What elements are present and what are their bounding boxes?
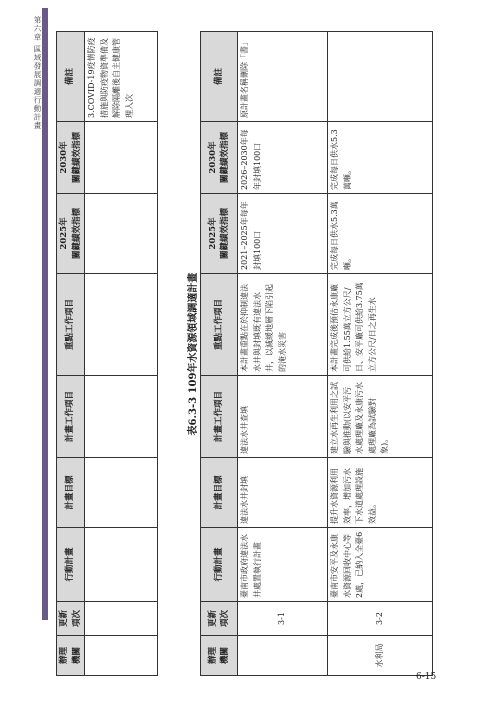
header-work: 計畫工作項目 xyxy=(201,376,238,458)
cell-key: 本計畫完成後預估永康廠可供給1.55萬立方公尺/日、安平廠可供給3.75萬立方公尺/日之再生水 xyxy=(328,274,433,376)
table-row xyxy=(85,32,158,676)
cell-work: 建立水再生利用之試驗與推動(以安平污水處理廠及永康污水處理廠為試驗對象)。 xyxy=(328,376,433,458)
cell-kpi2030: 2026–2030年每年封填100口 xyxy=(238,122,328,194)
header-kpi2025: 2025年 關鍵績效指標 xyxy=(201,194,238,274)
cell-agency xyxy=(238,636,328,676)
header-kpi2030: 2030年 關鍵績效指標 xyxy=(201,122,238,194)
cell-id: 3-1 xyxy=(238,602,328,636)
cell-note xyxy=(328,32,433,122)
main-table xyxy=(200,31,433,676)
cell-agency: 水利局 xyxy=(328,636,433,676)
prev-header-kpi2030: 2030年 關鍵績效指標 xyxy=(57,122,85,194)
prev-header-id: 更新 項次 xyxy=(57,602,85,636)
prev-header-goal: 計畫目標 xyxy=(57,458,85,528)
header-id: 更新 項次 xyxy=(201,602,238,636)
table-title: 表6.3-3 109年水資源領域調適計畫 xyxy=(188,272,199,436)
header-plan: 行動計畫 xyxy=(201,528,238,602)
header-note: 備註 xyxy=(201,32,238,122)
header-goal: 計畫目標 xyxy=(201,458,238,528)
cell-goal: 提升水資源利用效率，增加污水下水道處理設施效益。 xyxy=(328,458,433,528)
table-row xyxy=(328,32,433,676)
header-key: 重點工作項目 xyxy=(201,274,238,376)
prev-cell xyxy=(85,194,158,274)
prev-header-kpi2025: 2025年 關鍵績效指標 xyxy=(57,194,85,274)
prev-cell xyxy=(85,636,158,676)
chapter-header: 第六章 區域發展調適行動計畫 xyxy=(33,16,42,130)
prev-cell xyxy=(85,458,158,528)
prev-cell xyxy=(85,274,158,376)
prev-header-agency: 辦理 機關 xyxy=(57,636,85,676)
table-row xyxy=(238,32,328,676)
cell-work: 違法水井查填 xyxy=(238,376,328,458)
prev-cell xyxy=(85,376,158,458)
cell-note: 原計畫名稱刪除「書」 xyxy=(238,32,328,122)
cell-key: 本計畫重點在於抑制違法水井與封填既有違法水井，以減緩地層下陷引起的淹水災害 xyxy=(238,274,328,376)
cell-kpi2025: 2021–2025年每年封填100口 xyxy=(238,194,328,274)
prev-header-work: 計畫工作項目 xyxy=(57,376,85,458)
cell-kpi2025: 完成每日供水5.3萬噸。 xyxy=(328,194,433,274)
prev-cell xyxy=(85,122,158,194)
cell-kpi2030: 完成每日供水5.3萬噸。 xyxy=(328,122,433,194)
cell-goal: 違法水井封填 xyxy=(238,458,328,528)
prev-table-continuation xyxy=(56,31,158,676)
prev-header-plan: 行動計畫 xyxy=(57,528,85,602)
prev-header-note: 備註 xyxy=(57,32,85,122)
cell-id: 3-2 xyxy=(328,602,433,636)
cell-plan: 臺南市政府違法水井處置執行計畫 xyxy=(238,528,328,602)
prev-cell xyxy=(85,528,158,602)
prev-note: 3.COVID-19疫情防疫措施與防疫物資準備及解除隔離後自主健康管理人次 xyxy=(85,32,158,122)
prev-header-key: 重點工作項目 xyxy=(57,274,85,376)
header-agency: 辦理 機關 xyxy=(201,636,238,676)
page-number: 6-15 xyxy=(416,672,437,682)
rotated-content xyxy=(56,32,490,676)
cell-plan: 臺南市安平及永康水資源回收中心等2處，已納入全臺6 xyxy=(328,528,433,602)
prev-cell xyxy=(85,602,158,636)
